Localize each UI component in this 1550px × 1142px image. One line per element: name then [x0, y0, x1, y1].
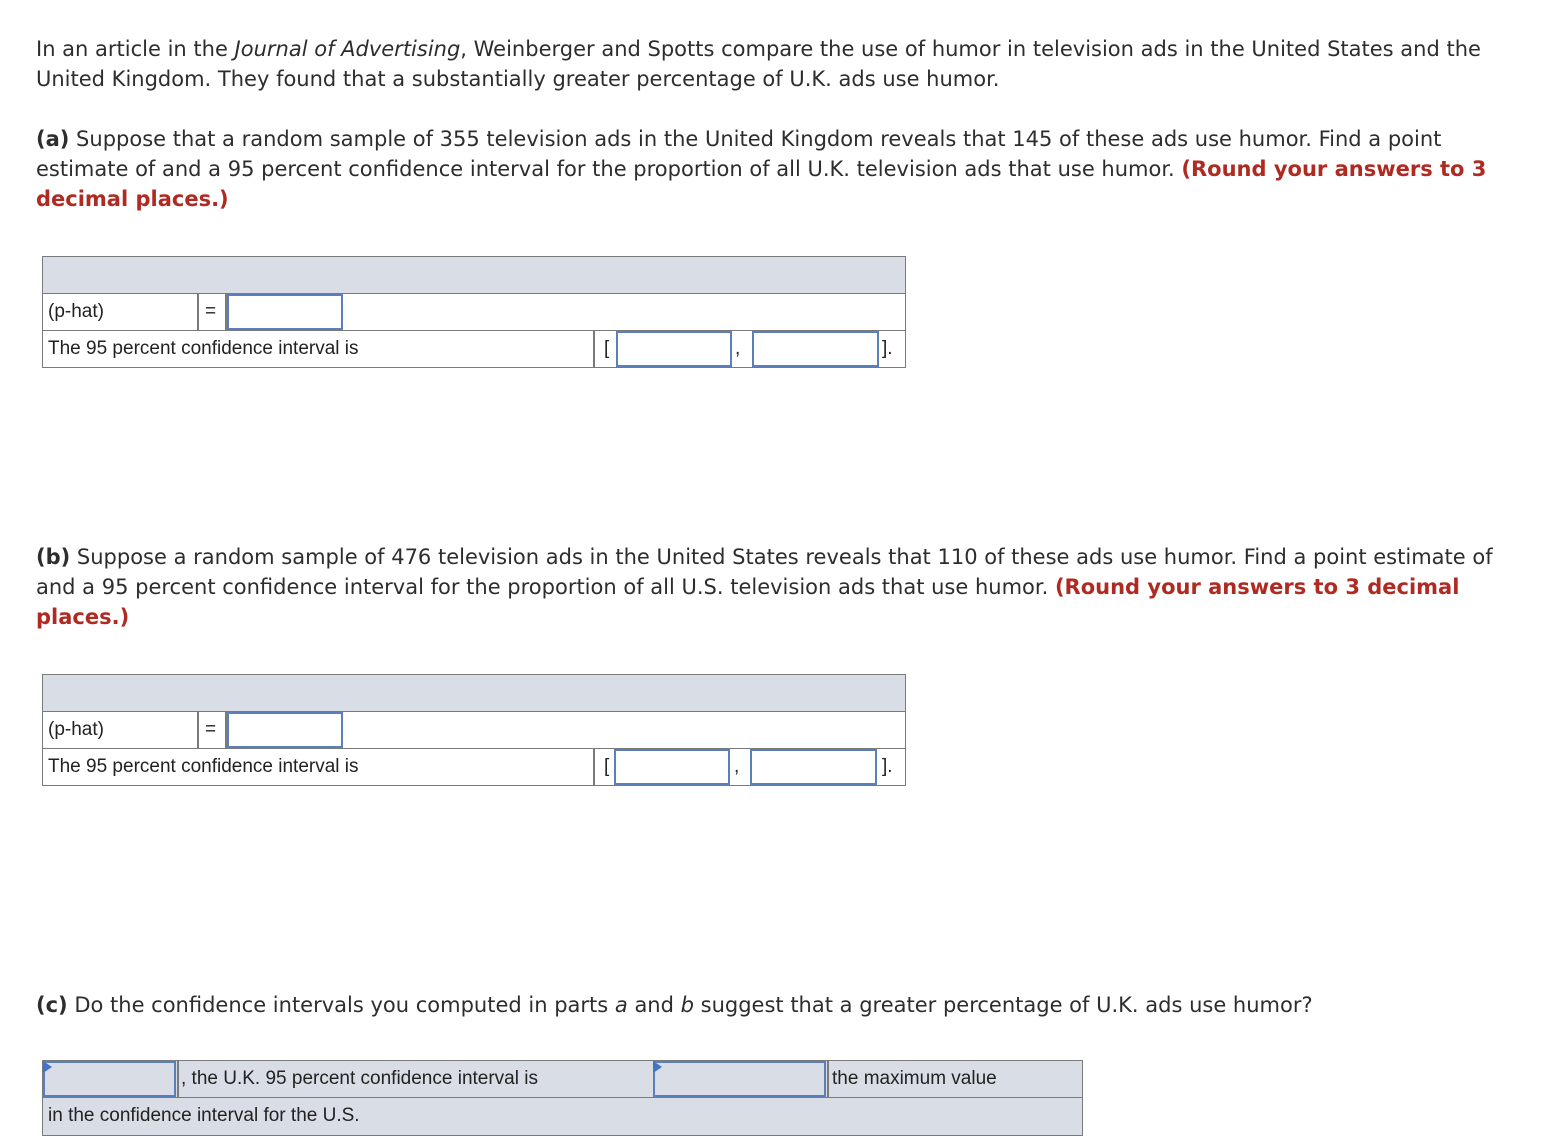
part-c-mid-text: , the U.K. 95 percent confidence interval is: [181, 1068, 538, 1089]
part-c-text: Do the confidence intervals you computed in parts: [67, 993, 615, 1017]
part-b-ci-upper-input[interactable]: [750, 749, 877, 785]
intro-text-continued: , Weinberger and Spotts compare the use of humor in television ads in the United States and the United Kingdom. They found that a substantially greater percentage of U.K. ads use humor.: [36, 37, 1481, 91]
part-c-comparison-select[interactable]: [653, 1061, 826, 1097]
part-c-row-2: [43, 1098, 1082, 1135]
part-c-table: [42, 1060, 1083, 1136]
part-b-open-bracket: [: [604, 756, 610, 777]
part-b-phat-label: (p-hat): [48, 719, 104, 740]
part-c-answer-select[interactable]: [43, 1061, 176, 1097]
part-c-label: (c): [36, 993, 68, 1017]
part-c-italic-b: b: [680, 993, 694, 1017]
part-b-prompt: [36, 542, 1536, 632]
intro-text: In an article in the: [36, 37, 235, 61]
part-c-prompt: [36, 990, 1536, 1020]
part-c-and: and: [627, 993, 681, 1017]
part-b-equals-sign: =: [205, 719, 217, 740]
part-a-text: Suppose that a random sample of 355 television ads in the United Kingdom reveals that 145 of these ads use humor. Find a point estimate of and a 95 percent confidence interval for the proportion of all U.K. television ads that use humor.: [36, 127, 1442, 181]
part-a-ci-label: The 95 percent confidence interval is: [48, 338, 359, 359]
journal-name: Journal of Advertising: [234, 37, 461, 61]
part-a-comma: ,: [735, 338, 741, 359]
part-a-open-bracket: [: [604, 338, 610, 359]
part-b-ci-label: The 95 percent confidence interval is: [48, 756, 359, 777]
part-b-ci-row: [43, 749, 905, 785]
part-b-table: [42, 674, 906, 786]
part-c-line2: in the confidence interval for the U.S.: [48, 1105, 360, 1126]
part-a-close-bracket: ].: [882, 338, 893, 359]
part-b-label: (b): [36, 545, 71, 569]
part-c-italic-a: a: [614, 993, 628, 1017]
part-a-table: [42, 256, 906, 368]
part-a-label: (a): [36, 127, 70, 151]
part-a-ci-upper-input[interactable]: [752, 331, 879, 367]
part-b-ci-lower-input[interactable]: [614, 749, 730, 785]
part-a-prompt: [36, 124, 1536, 214]
part-a-ci-lower-input[interactable]: [616, 331, 732, 367]
part-a-phat-row: [43, 294, 905, 331]
part-b-phat-row: [43, 712, 905, 749]
part-a-equals-sign: =: [205, 301, 217, 322]
intro-paragraph: [36, 34, 1536, 94]
part-a-phat-label: (p-hat): [48, 301, 104, 322]
part-a-table-header: [43, 257, 905, 294]
part-b-comma: ,: [734, 756, 740, 777]
part-b-phat-input[interactable]: [227, 712, 343, 748]
part-a-phat-input[interactable]: [227, 294, 343, 330]
part-b-close-bracket: ].: [882, 756, 893, 777]
part-c-right-text: the maximum value: [832, 1068, 997, 1089]
part-b-table-header: [43, 675, 905, 712]
part-c-text-continued: suggest that a greater percentage of U.K. ads use humor?: [693, 993, 1313, 1017]
part-a-ci-row: [43, 331, 905, 367]
part-a-round-note: (Round your answers to 3 decimal places.): [36, 157, 1487, 211]
part-c-row-1: [43, 1061, 1082, 1098]
part-b-text: Suppose a random sample of 476 television ads in the United States reveals that 110 of these ads use humor. Find a point estimate of and a 95 percent confidence interval for the proportion of all U.S. television ads that use humor.: [36, 545, 1493, 599]
part-b-round-note: (Round your answers to 3 decimal places.): [36, 575, 1460, 629]
